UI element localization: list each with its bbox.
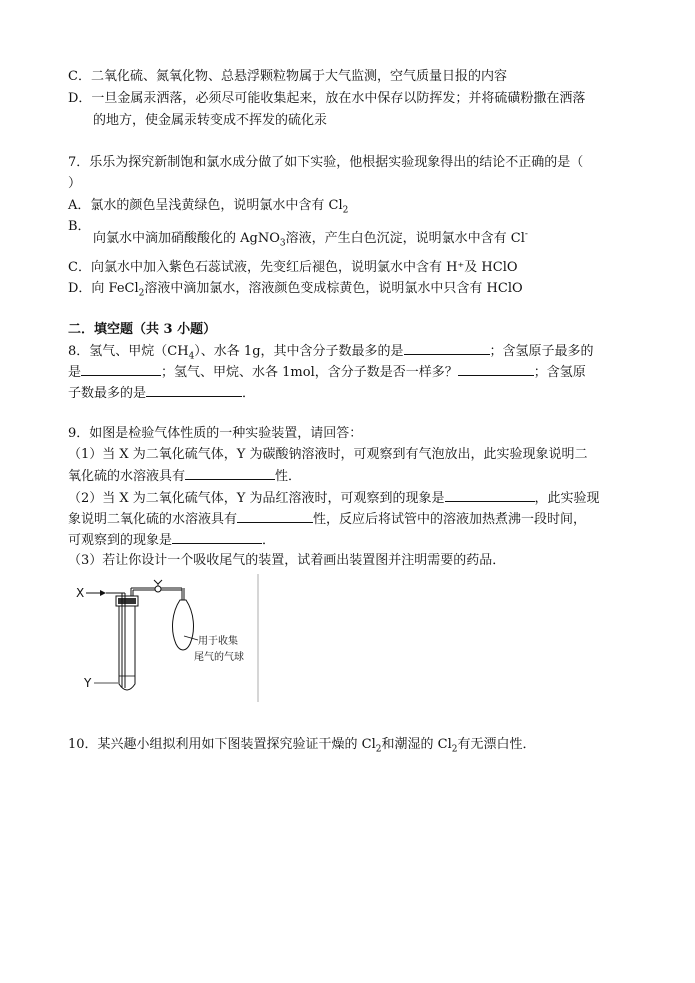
fig-balloon-label-1: 用于收集	[198, 636, 238, 647]
q9-answer-blank-2[interactable]	[445, 488, 535, 502]
q9-answer-blank-1[interactable]	[185, 466, 275, 480]
q9-part2-line2: 象说明二氧化硫的水溶液具有 性，反应后将试管中的溶液加热煮沸一段时间，	[68, 509, 586, 530]
q7-option-c: C．向氯水中加入紫色石蕊试液，先变红后褪色，说明氯水中含有 H⁺及 HClO	[68, 260, 518, 275]
fig-label-x: X	[76, 586, 85, 600]
q8-answer-blank-1[interactable]	[404, 341, 490, 355]
fig-x-arrowhead	[100, 590, 106, 596]
q9-part1-line1: （1）当 X 为二氧化硫气体，Y 为碳酸钠溶液时，可观察到有气泡放出，此实验现象说明二	[68, 447, 588, 462]
q9-answer-blank-4[interactable]	[172, 530, 262, 544]
q7-option-a: A．氯水的颜色呈浅黄绿色，说明氯水中含有 $Cl_2$	[68, 198, 349, 216]
q8-line2: 是 ；氢气、甲烷、水各 1mol，含分子数是否一样多？ ；含氢原	[68, 362, 586, 383]
q9-answer-blank-3[interactable]	[237, 509, 313, 523]
q9-stem: 9．如图是检验气体性质的一种实验装置，请回答：	[68, 426, 363, 441]
q8-answer-blank-3[interactable]	[458, 362, 534, 376]
q7-option-b-letter: B．	[68, 219, 91, 234]
gas-test-apparatus-figure	[72, 572, 272, 704]
q8-answer-blank-2[interactable]	[81, 362, 161, 376]
q10-stem: 10．某兴趣小组拟利用如下图装置探究验证干燥的 $Cl_2$和潮湿的 $Cl_2$有无漂白性．	[68, 737, 536, 755]
q9-part3: （3）若让你设计一个吸收尾气的装置，试着画出装置图并注明需要的药品．	[68, 553, 506, 568]
q6-option-d-line1: D．一旦金属汞洒落，必须尽可能收集起来，放在水中保存以防挥发；并将硫磺粉撒在洒落	[68, 91, 586, 106]
q7-stem-line2: ）	[68, 176, 82, 191]
fig-label-y: Y	[84, 676, 92, 690]
section-title-fill-in: 二．填空题（共 3 小题）	[68, 322, 217, 337]
fig-stopcock	[155, 586, 161, 592]
fig-balloon	[173, 600, 194, 650]
q8-answer-blank-4[interactable]	[146, 383, 242, 397]
q7-option-d: D．向 FeCl$_2$溶液中滴加氯水，溶液颜色变成棕黄色，说明氯水中只含有 HClO	[68, 281, 523, 299]
q6-option-d-line2: 的地方，使金属汞转变成不挥发的硫化汞	[93, 113, 328, 128]
q7-stem-line1: 7．乐乐为探究新制饱和氯水成分做了如下实验，他根据实验现象得出的结论不正确的是（	[68, 155, 584, 170]
q9-part2-line1: （2）当 X 为二氧化硫气体，Y 为品红溶液时，可观察到的现象是 ，此实验现	[68, 488, 600, 509]
q8-line3: 子数最多的是 ．	[68, 383, 255, 404]
q9-part1-line2: 氧化硫的水溶液具有 性．	[68, 466, 301, 487]
fig-test-tube	[119, 606, 135, 690]
q9-part2-line3: 可观察到的现象是 ．	[68, 530, 275, 551]
fig-balloon-label-2: 尾气的气球	[194, 652, 244, 663]
q6-option-c: C．二氧化硫、氮氧化物、总悬浮颗粒物属于大气监测，空气质量日报的内容	[68, 69, 507, 84]
q8-line1: 8．氢气、甲烷$(CH_4)$、水各 1g，其中含分子数最多的是 ；含氢原子最多的	[68, 341, 594, 362]
fig-stopcock-handle	[154, 580, 162, 584]
fig-stopper-core	[118, 598, 136, 604]
q7-option-b: 向氯水中滴加硝酸酸化的 AgNO$_3$溶液，产生白色沉淀，说明氯水中含有 Cl-	[93, 229, 528, 249]
